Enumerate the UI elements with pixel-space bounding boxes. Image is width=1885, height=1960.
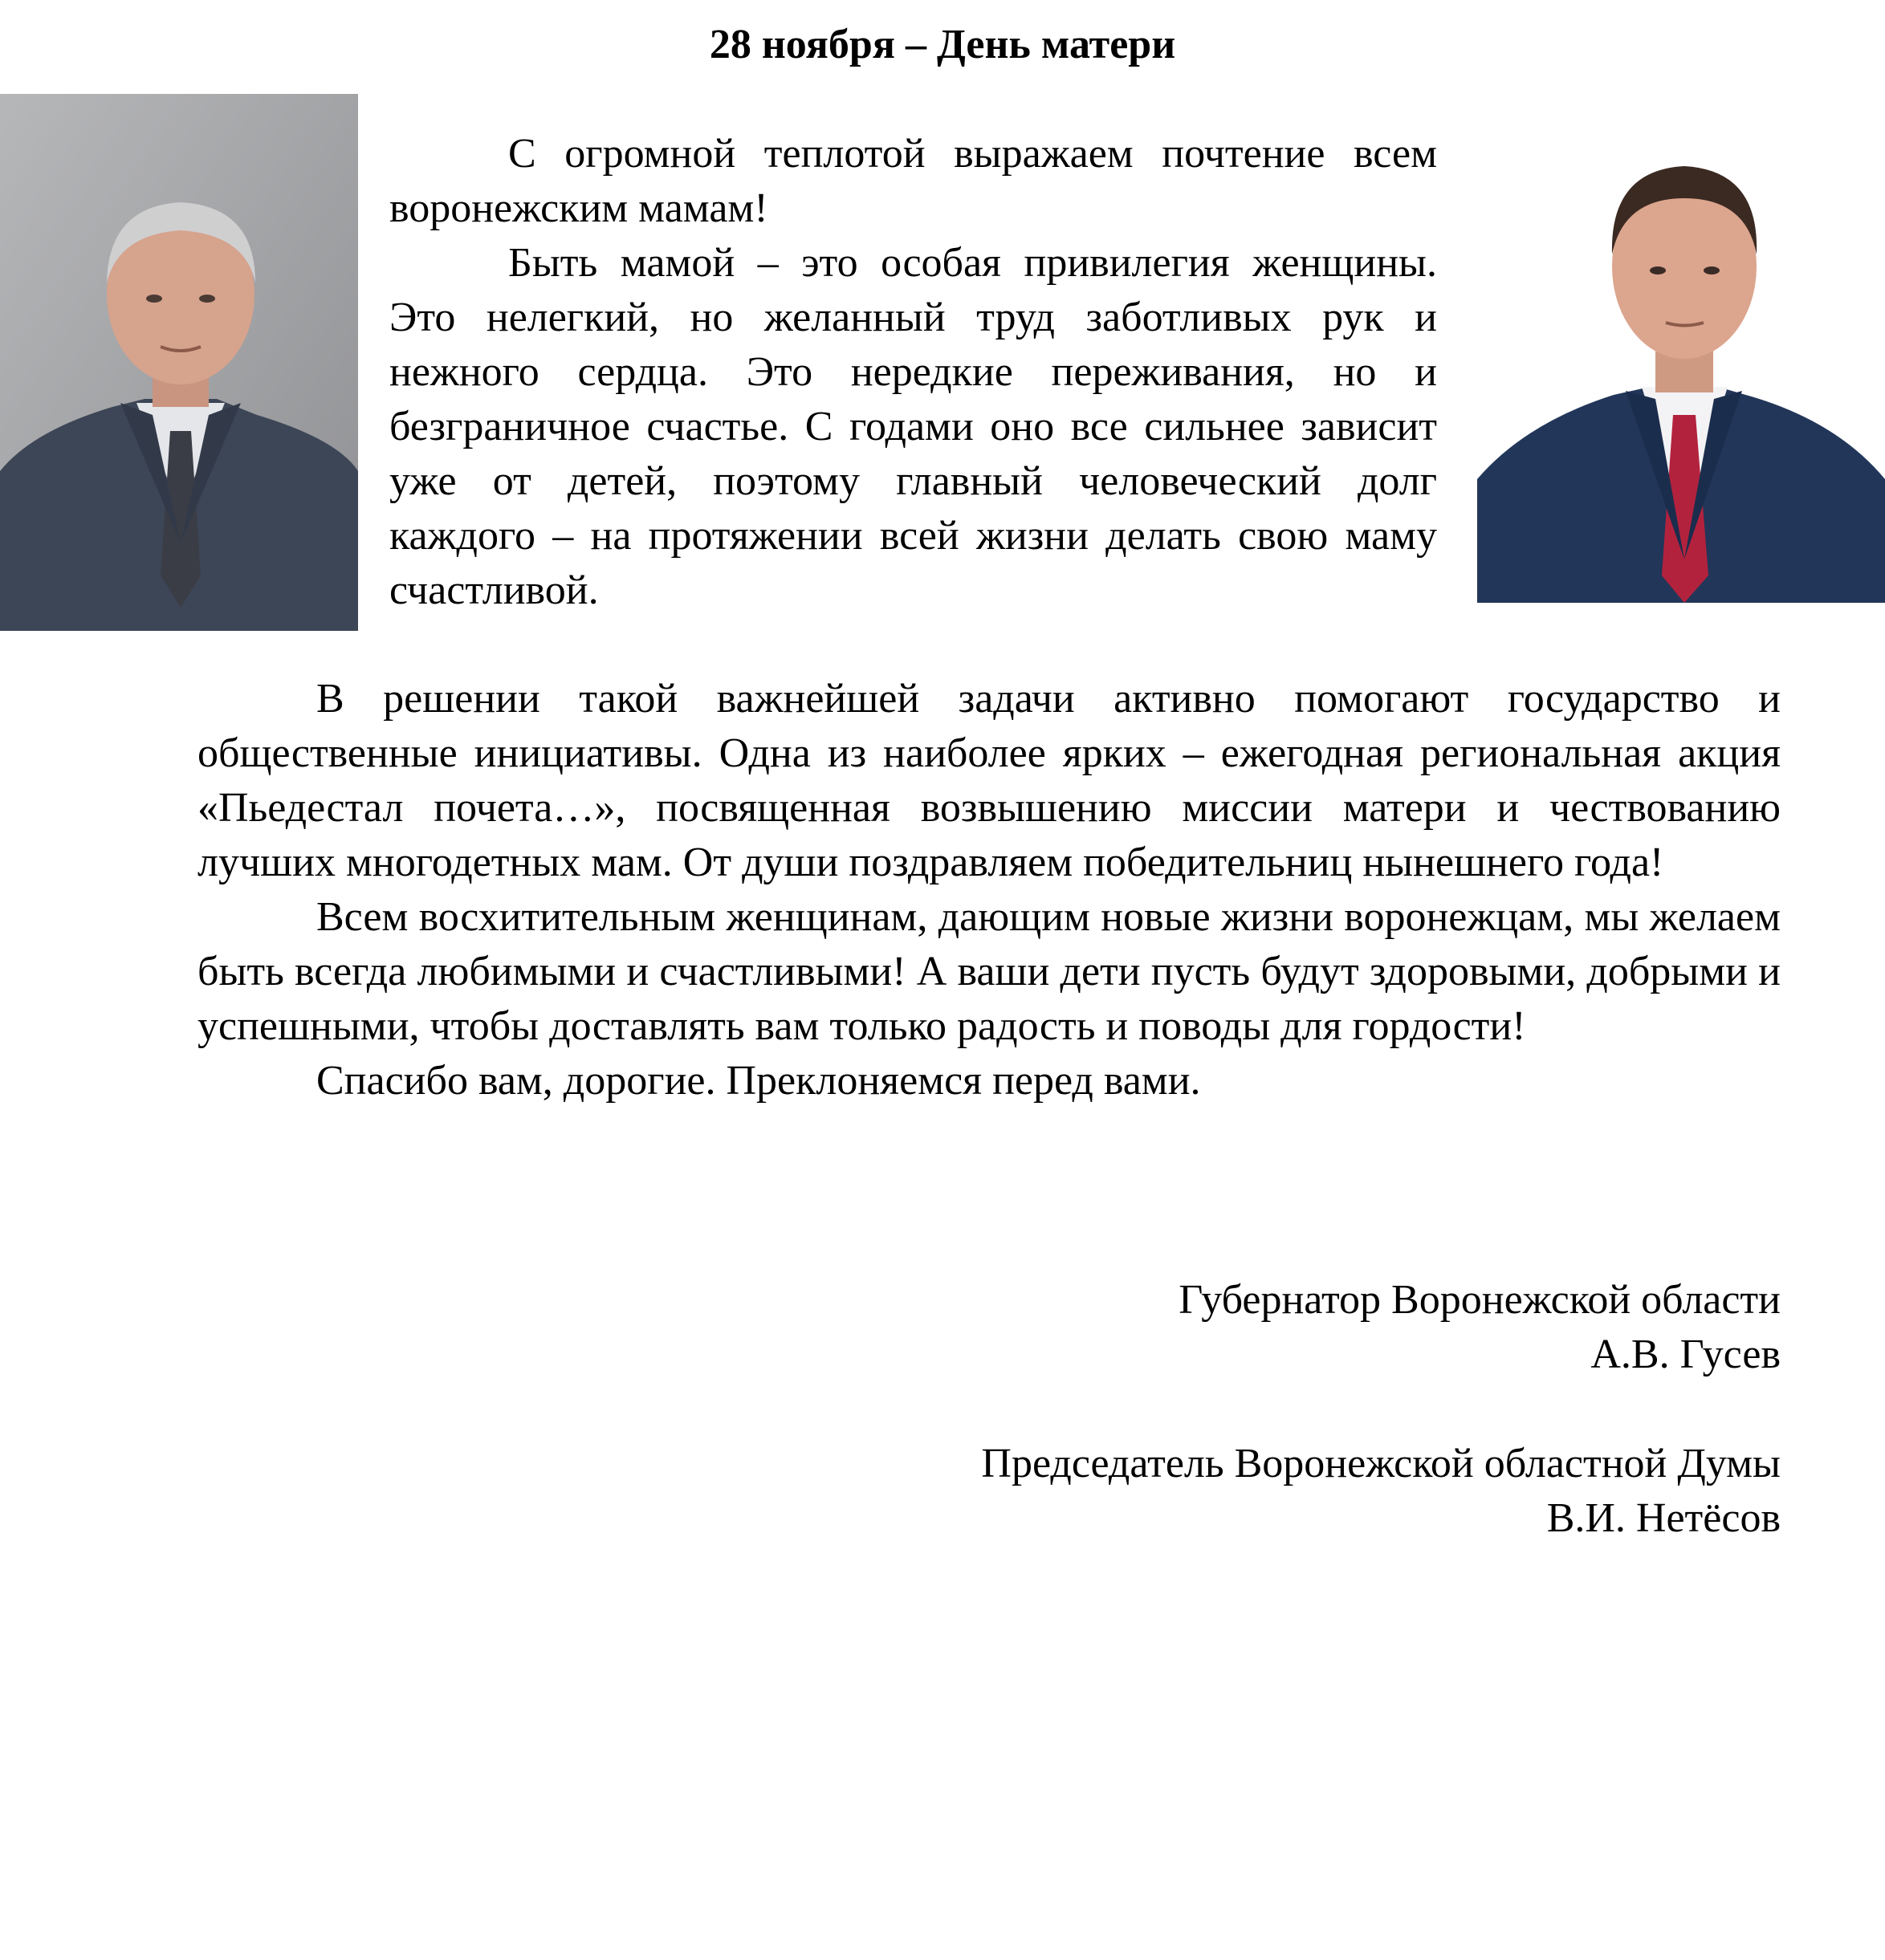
- right-portrait-photo: [1477, 78, 1885, 603]
- signature-block: [981, 1273, 1781, 1546]
- signature-position: Председатель Воронежской областной Думы: [981, 1441, 1781, 1486]
- signature-name: А.В. Гусев: [1590, 1332, 1781, 1377]
- signature-spacer: [981, 1382, 1781, 1437]
- main-paragraph: Спасибо вам, дорогие. Преклоняемся перед вами.: [316, 1058, 1201, 1104]
- signature-position: Губернатор Воронежской области: [1179, 1277, 1781, 1323]
- intro-paragraph: Быть мамой – это особая привилегия женщины. Это нелегкий, но желанный труд заботливых рук и нежного сердца. Это нередкие переживания, но и безграничное счастье. С годами оно все сильнее зависит уже от детей, поэтому главный человеческий долг каждого – на протяжении всей жизни делать свою маму счастливой.: [389, 240, 1437, 613]
- intro-text-block: [389, 127, 1437, 618]
- main-text-block: [197, 672, 1781, 1108]
- signature-name: В.И. Нетёсов: [1546, 1495, 1781, 1541]
- intro-paragraph: С огромной теплотой выражаем почтение всем воронежским мамам!: [389, 131, 1437, 231]
- portrait-image: [1477, 78, 1885, 603]
- main-paragraph: Всем восхитительным женщинам, дающим новые жизни воронежцам, мы желаем быть всегда любимыми и счастливыми! А ваши дети пусть будут здоровыми, добрыми и успешными, чтобы доставлять вам только радость и поводы для гордости!: [197, 894, 1781, 1049]
- main-paragraph: В решении такой важнейшей задачи активно помогают государство и общественные инициативы. Одна из наиболее ярких – ежегодная региональная акция «Пьедестал почета…», посвященная возвышению миссии матери и чествованию лучших многодетных мам. От души поздравляем победительниц нынешнего года!: [197, 676, 1781, 885]
- document-title: 28 ноября – День матери: [709, 22, 1176, 67]
- left-portrait-photo: [0, 94, 358, 631]
- portrait-image: [0, 94, 358, 631]
